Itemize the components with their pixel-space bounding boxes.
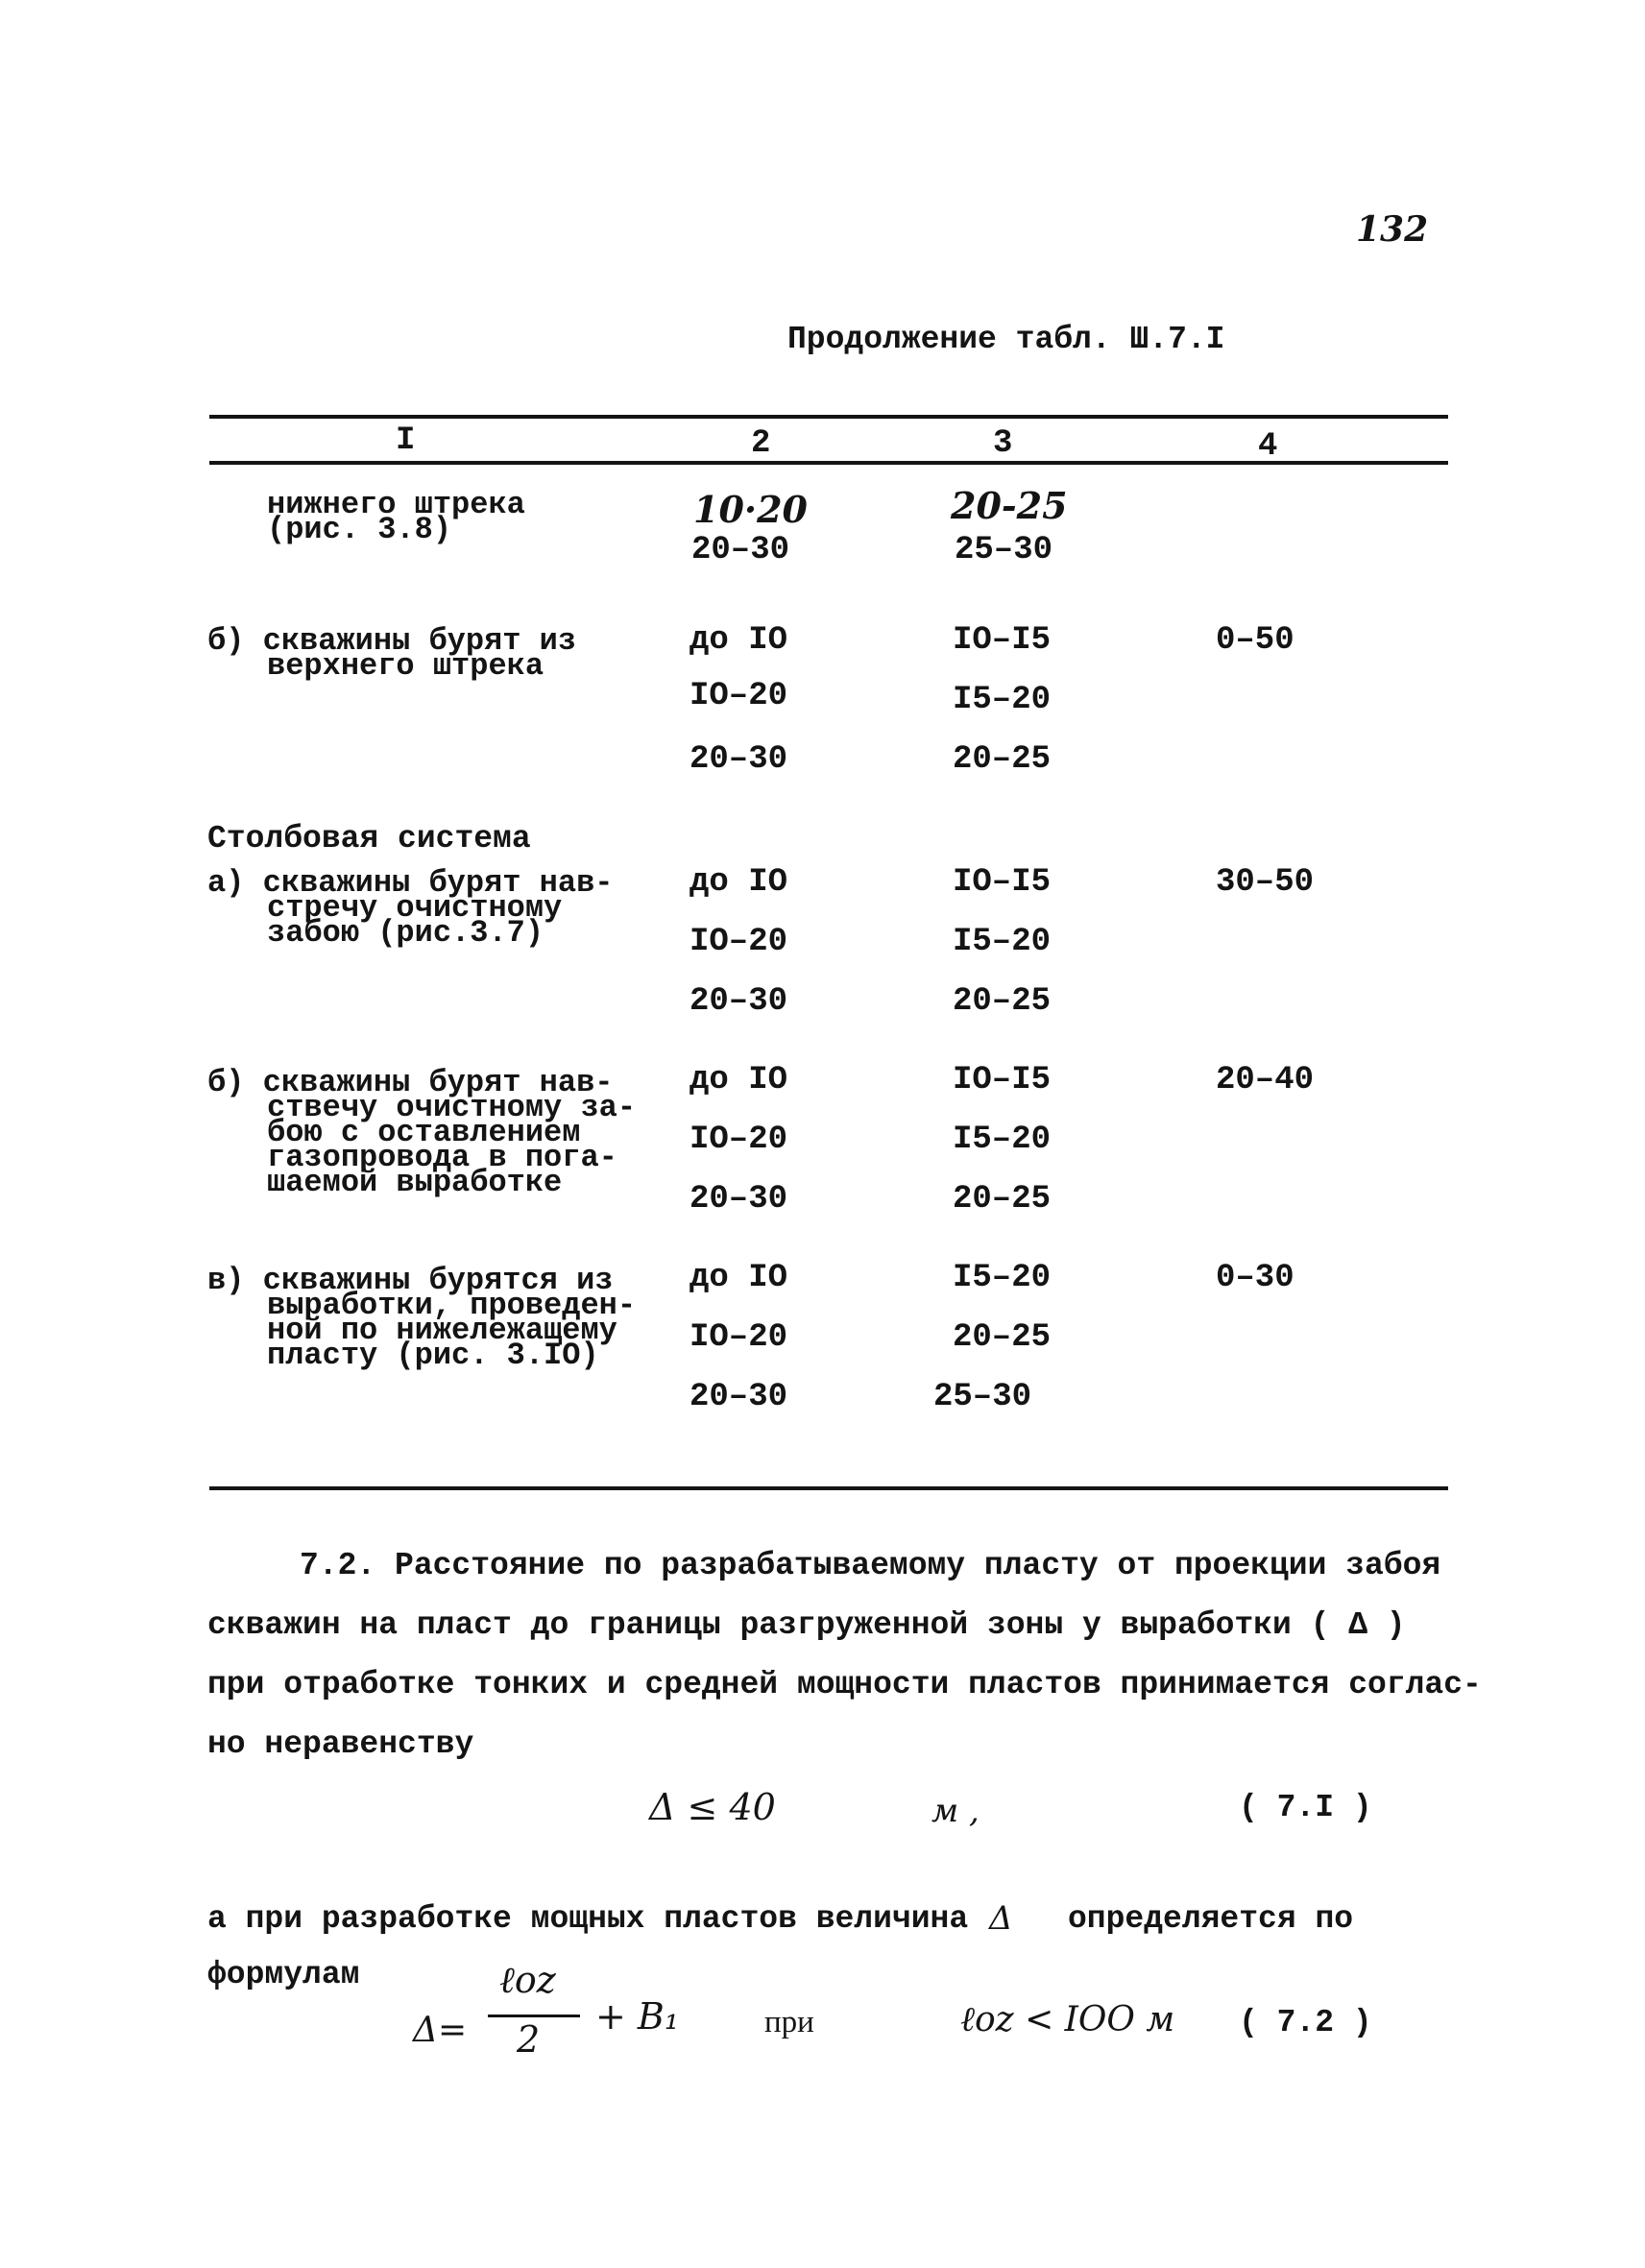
equation-7-2-lhs: Δ= <box>413 2011 468 2050</box>
equation-7-2-numerator: ℓoz <box>499 1959 556 2001</box>
table-cell: 0–50 <box>1216 622 1294 659</box>
table-cell: 20–30 <box>689 1181 788 1218</box>
table-cell: 20–30 <box>689 741 788 778</box>
table-cell: IO–20 <box>689 678 788 714</box>
equation-7-2-condition: ℓoz < IOO м <box>960 2000 1175 2039</box>
table-cell: до IO <box>689 622 788 659</box>
table-cell: 0–30 <box>1216 1260 1294 1296</box>
table-cell: 20–30 <box>689 1379 788 1415</box>
paragraph-7-2: 7.2. Расстояние по разрабатываемому пласту от проекции забоя скважин на пласт до границы разгруженной зоны у выработки ( Δ ) при отработке тонких и средней мощности пластов принимается соглас- но неравенству <box>207 1548 1482 1762</box>
table-cell: до IO <box>689 864 788 901</box>
table-section-heading: Столбовая система <box>207 821 531 857</box>
table-cell: IO–20 <box>689 1122 788 1158</box>
table-cell: 20–25 <box>953 1181 1052 1218</box>
delta-symbol: Δ <box>989 1899 1013 1938</box>
equation-7-2-rest: + B₁ <box>595 1995 680 2038</box>
table-cell: IO–I5 <box>953 622 1052 659</box>
table-cell: 20-25 <box>951 484 1068 527</box>
table-cell: I5–20 <box>953 924 1052 960</box>
equation-7-2-denominator: 2 <box>517 2018 541 2061</box>
equation-7-1-number: ( 7.I ) <box>1239 1790 1372 1825</box>
table-row-description: б) скважины бурят нав- ствечу очистному за- бою с оставлением газопровода в пога- шаемой выработке <box>207 1065 637 1200</box>
equation-7-1: Δ ≤ 40 <box>649 1786 776 1828</box>
table-cell: 30–50 <box>1216 864 1315 901</box>
table-cell: 20–25 <box>953 1319 1052 1356</box>
equation-7-2-number: ( 7.2 ) <box>1239 2005 1372 2040</box>
column-header-3: 3 <box>993 425 1013 462</box>
table-bottom-rule <box>209 1486 1448 1490</box>
table-cell: 20–30 <box>689 983 788 1020</box>
table-cell: 25–30 <box>933 1379 1032 1415</box>
text-line-a: а при разработке мощных пластов величина <box>207 1901 969 1937</box>
table-cell: I5–20 <box>953 1260 1052 1296</box>
fraction-bar <box>488 2015 580 2017</box>
table-cell: 10·20 <box>693 488 808 531</box>
table-top-rule <box>209 415 1448 419</box>
table-row-description: нижнего штрека (рис. 3.8) <box>267 487 525 547</box>
table-row-description: а) скважины бурят нав- стречу очистному забою (рис.3.7) <box>207 865 614 951</box>
table-row-description: в) скважины бурятся из выработки, проведен- ной по нижележащему пласту (рис. 3.IO) <box>207 1263 637 1373</box>
equation-7-2-when: при <box>764 2005 814 2039</box>
text-line-b: определяется по <box>1068 1901 1354 1937</box>
column-header-1: I <box>396 422 416 459</box>
table-cell: IO–I5 <box>953 864 1052 901</box>
column-header-2: 2 <box>751 425 771 462</box>
table-cell: 20–25 <box>953 983 1052 1020</box>
table-cell: 20–40 <box>1216 1062 1315 1098</box>
column-header-4: 4 <box>1258 428 1278 465</box>
table-cell: IO–I5 <box>953 1062 1052 1098</box>
table-row-description: б) скважины бурят из верхнего штрека <box>207 623 577 684</box>
table-caption: Продолжение табл. Ш.7.I <box>787 322 1225 357</box>
table-cell: 25–30 <box>955 532 1053 568</box>
text-line-formulas: формулам <box>207 1957 360 1992</box>
table-cell: до IO <box>689 1062 788 1098</box>
table-cell: до IO <box>689 1260 788 1296</box>
equation-7-1-unit: м , <box>931 1792 980 1830</box>
table-cell: 20–30 <box>691 532 790 568</box>
page-number: 132 <box>1356 209 1429 250</box>
table-cell: I5–20 <box>953 682 1052 718</box>
table-cell: IO–20 <box>689 1319 788 1356</box>
table-cell: I5–20 <box>953 1122 1052 1158</box>
table-cell: IO–20 <box>689 924 788 960</box>
table-cell: 20–25 <box>953 741 1052 778</box>
